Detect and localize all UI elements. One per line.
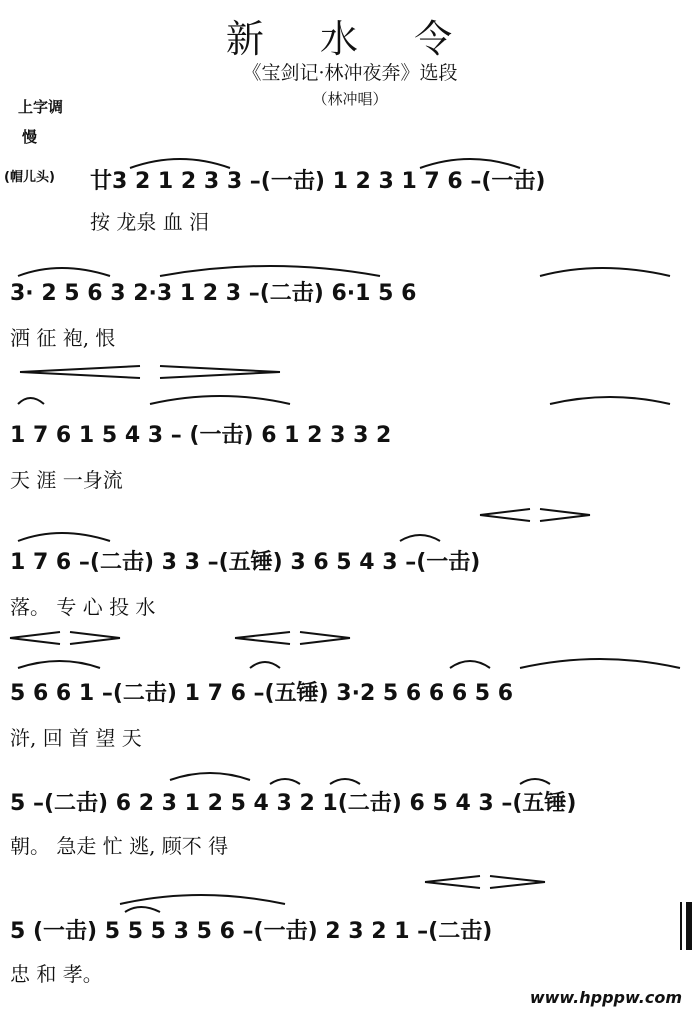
- lyrics: 落。 专 心 投 水: [10, 595, 156, 619]
- song-title: 新 水 令: [225, 17, 475, 61]
- jianpu-notes: 5 –(二击) 6 2 3 1 2 5 4 3 2 1(二击) 6 5 4 3 –(五锤): [10, 791, 577, 816]
- jianpu-notes: 1 7 6 1 5 4 3 – (一击) 6 1 2 3 3 2: [10, 423, 392, 448]
- lyrics: 天 涯 一身流: [10, 468, 123, 492]
- jianpu-notes: 5 (一击) 5 5 5 3 5 6 –(一击) 2 3 2 1 –(二击): [10, 919, 493, 944]
- key-signature: 上字调: [18, 98, 64, 116]
- jianpu-notes: 1 7 6 –(二击) 3 3 –(五锤) 3 6 5 4 3 –(一击): [10, 550, 481, 575]
- lyrics: 浒, 回 首 望 天: [10, 726, 142, 750]
- jianpu-notes: 廿3 2 1 2 3 3 –(一击) 1 2 3 1 7 6 –(一击): [90, 169, 546, 194]
- tempo-mark: 慢: [22, 128, 38, 146]
- watermark-url: www.hpppw.com: [529, 988, 682, 1007]
- final-barline: [678, 902, 694, 950]
- dynamic-marks: [0, 628, 700, 678]
- lyrics: 朝。 急走 忙 逃, 顾不 得: [10, 834, 229, 858]
- intro-mark: (帽儿头): [4, 170, 55, 185]
- jianpu-notes: 5 6 6 1 –(二击) 1 7 6 –(五锤) 3·2 5 6 6 6 5 6: [10, 681, 514, 706]
- jianpu-notes: 3· 2 5 6 3 2·3 1 2 3 –(二击) 6·1 5 6: [10, 281, 417, 306]
- singer-note: （林冲唱）: [312, 90, 388, 108]
- lyrics: 洒 征 袍, 恨: [10, 326, 116, 350]
- song-subtitle: 《宝剑记·林冲夜奔》选段: [242, 62, 458, 84]
- dynamic-marks: [0, 362, 700, 412]
- lyrics: 按 龙泉 血 泪: [90, 210, 210, 234]
- lyrics: 忠 和 孝。: [10, 962, 103, 986]
